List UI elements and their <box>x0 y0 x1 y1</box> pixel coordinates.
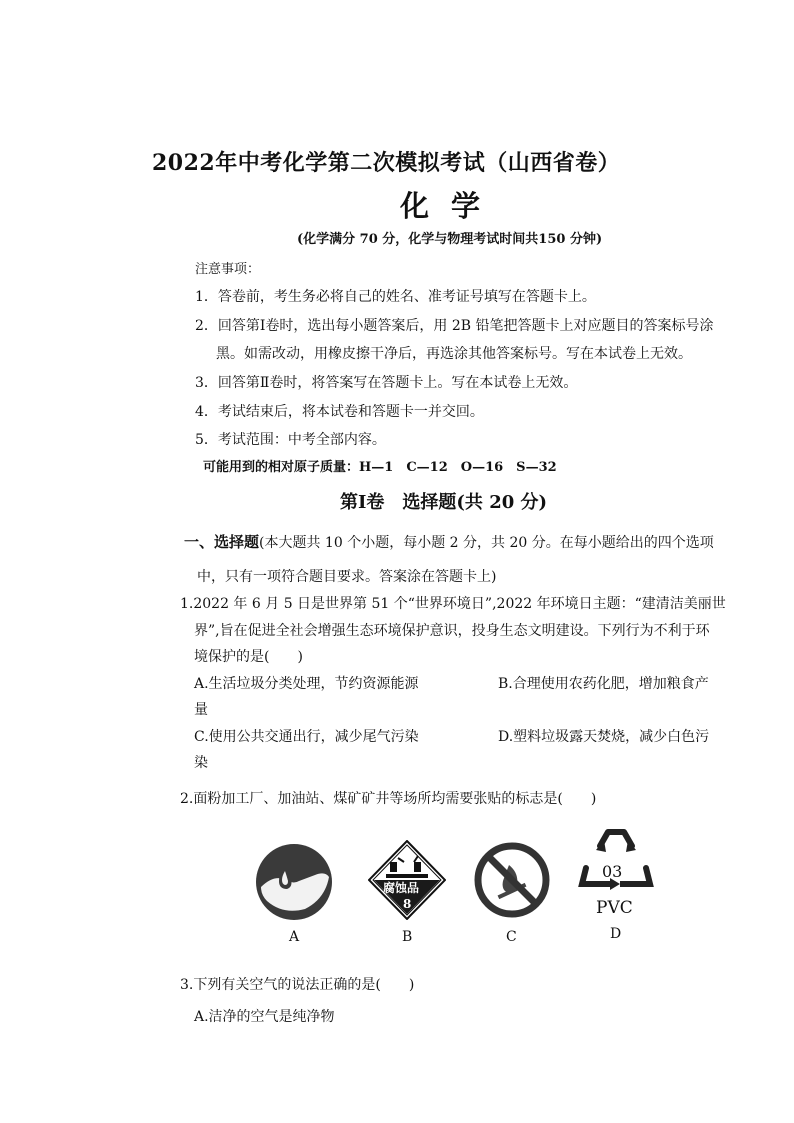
subject-title: 化学 <box>400 189 503 223</box>
q1-line2: 界”,旨在促进全社会增强生态环境保护意识，投身生态文明建设。下列行为不利于环 <box>194 623 710 639</box>
section-label: 一、选择题 <box>184 533 260 551</box>
section-heading <box>184 531 714 552</box>
part1-title: 第Ⅰ卷 选择题(共 20 分) <box>340 492 548 513</box>
sign-c-no-fire-icon <box>473 841 551 919</box>
figure-label-d: D <box>610 926 622 942</box>
section-desc: (本大题共 10 个小题，每小题 2 分，共 20 分。在每小题给出的四个选项 <box>259 535 714 551</box>
note-item-2-cont: 黑。如需改动，用橡皮擦干净后，再选涂其他答案标号。写在本试卷上无效。 <box>216 346 692 362</box>
note-item-3: 3．回答第Ⅱ卷时，将答案写在答题卡上。写在本试卷上无效。 <box>195 375 578 391</box>
q1-option-d-wrap: 染 <box>194 755 208 771</box>
figure-label-a: A <box>289 929 300 945</box>
q1-option-b-wrap: 量 <box>194 702 208 718</box>
q2-text: 2.面粉加工厂、加油站、煤矿矿井等场所均需要张贴的标志是( ) <box>180 791 597 807</box>
q1-option-d: D.塑料垃圾露天焚烧，减少白色污 <box>498 729 710 745</box>
note-item-5: 5．考试范围：中考全部内容。 <box>195 432 386 448</box>
atomic-masses: 可能用到的相对原子质量：H—1 C—12 O—16 S—32 <box>203 460 557 475</box>
q1-line1: 1.2022 年 6 月 5 日是世界第 51 个“世界环境日”,2022 年环境日主题：“建清洁美丽世 <box>180 596 726 612</box>
q1-option-b: B.合理使用农药化肥，增加粮食产 <box>498 676 709 692</box>
notes-heading: 注意事项： <box>195 262 261 277</box>
sign-d-code: 03 <box>602 862 623 881</box>
score-info: (化学满分 70 分，化学与物理考试时间共150 分钟) <box>297 232 603 247</box>
note-item-4: 4．考试结束后，将本试卷和答题卡一并交回。 <box>195 404 484 420</box>
q1-line3: 境保护的是( ) <box>194 649 303 665</box>
sign-d-text: PVC <box>596 898 633 918</box>
section-desc-cont: 中，只有一项符合题目要求。答案涂在答题卡上) <box>197 569 497 585</box>
q3-option-a: A.洁净的空气是纯净物 <box>194 1009 335 1025</box>
page-title: 2022年中考化学第二次模拟考试（山西省卷） <box>152 150 621 176</box>
q1-option-a: A.生活垃圾分类处理，节约资源能源 <box>194 676 419 692</box>
q1-option-c: C.使用公共交通出行，减少尾气污染 <box>194 729 419 745</box>
sign-b-number: 8 <box>403 897 412 911</box>
figure-label-b: B <box>402 929 413 945</box>
q3-text: 3.下列有关空气的说法正确的是( ) <box>180 977 415 993</box>
note-item-1: 1．答卷前，考生务必将自己的姓名、准考证号填写在答题卡上。 <box>195 289 596 305</box>
note-item-2: 2．回答第Ⅰ卷时，选出每小题答案后，用 2B 铅笔把答题卡上对应题目的答案标号涂 <box>195 318 714 334</box>
sign-b-label: 腐蚀品 <box>383 881 420 895</box>
figure-label-c: C <box>506 929 517 945</box>
sign-a-water-icon <box>255 843 333 921</box>
